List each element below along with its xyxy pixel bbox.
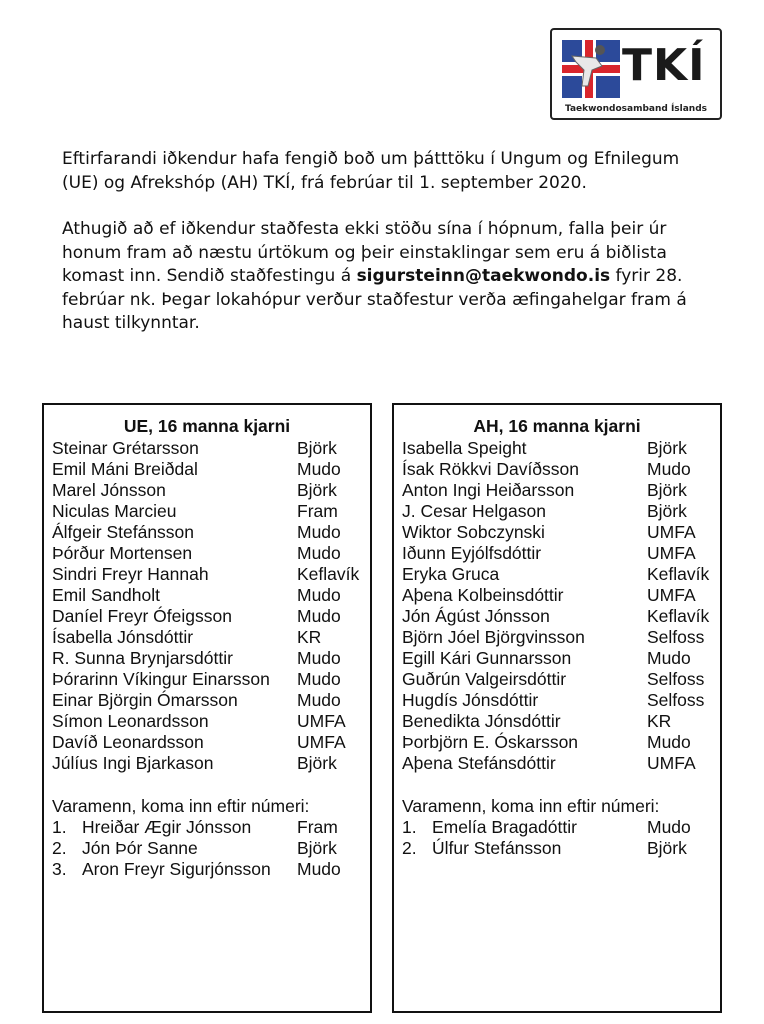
member-row	[402, 732, 720, 753]
member-name: Iðunn Eyjólfsdóttir	[402, 543, 542, 563]
intro-paragraph-2	[62, 218, 702, 336]
ah-group-box	[392, 403, 722, 1013]
member-club: Fram	[297, 501, 338, 521]
reserve-number: 3.	[52, 859, 67, 879]
member-name: Júlíus Ingi Bjarkason	[52, 753, 214, 773]
intro-paragraph-1: Eftirfarandi iðkendur hafa fengið boð um þátttöku í Ungum og Efnilegum (UE) og Afrekshóp (AH) TKÍ, frá febrúar til 1. september 2020.	[62, 149, 680, 193]
member-club: KR	[297, 627, 322, 647]
ue-reserves-list	[44, 817, 370, 880]
member-club: Björk	[647, 480, 687, 500]
ah-reserves-list	[394, 817, 720, 859]
member-name: Þórður Mortensen	[52, 543, 193, 563]
member-club: UMFA	[297, 732, 346, 752]
member-row	[52, 669, 370, 690]
member-name: Marel Jónsson	[52, 480, 166, 500]
member-row	[52, 501, 370, 522]
member-name: Ísabella Jónsdóttir	[52, 627, 194, 647]
reserve-row	[402, 817, 720, 838]
reserve-number: 2.	[402, 838, 417, 858]
reserve-name: Hreiðar Ægir Jónsson	[82, 817, 252, 837]
member-row	[402, 501, 720, 522]
member-name: Davíð Leonardsson	[52, 732, 204, 752]
member-row	[52, 690, 370, 711]
member-row	[52, 543, 370, 564]
member-row	[52, 711, 370, 732]
member-name: Emil Máni Breiðdal	[52, 459, 198, 479]
member-row	[402, 711, 720, 732]
member-row	[52, 606, 370, 627]
member-club: Keflavík	[647, 606, 710, 626]
reserve-row	[52, 838, 370, 859]
member-club: Keflavík	[647, 564, 710, 584]
member-club: Björk	[297, 480, 337, 500]
member-name: J. Cesar Helgason	[402, 501, 546, 521]
member-name: Aþena Kolbeinsdóttir	[402, 585, 564, 605]
tki-logo	[550, 28, 722, 120]
reserve-number: 1.	[402, 817, 417, 837]
member-row	[402, 606, 720, 627]
member-name: Aþena Stefánsdóttir	[402, 753, 556, 773]
ue-group-title: UE, 16 manna kjarni	[123, 416, 291, 436]
member-name: Emil Sandholt	[52, 585, 160, 605]
member-club: UMFA	[297, 711, 346, 731]
ah-members-list	[394, 438, 720, 774]
member-name: Álfgeir Stefánsson	[52, 522, 195, 542]
member-row	[52, 459, 370, 480]
member-row	[402, 669, 720, 690]
member-name: Ísak Rökkvi Davíðsson	[402, 459, 580, 479]
member-name: Símon Leonardsson	[52, 711, 209, 731]
member-club: UMFA	[647, 585, 696, 605]
reserve-number: 1.	[52, 817, 67, 837]
member-name: Anton Ingi Heiðarsson	[402, 480, 575, 500]
member-name: Sindri Freyr Hannah	[52, 564, 209, 584]
member-name: Guðrún Valgeirsdóttir	[402, 669, 567, 689]
reserve-name: Jón Þór Sanne	[82, 838, 198, 858]
member-row	[52, 627, 370, 648]
member-row	[52, 522, 370, 543]
member-club: Mudo	[647, 648, 691, 668]
member-name: Isabella Speight	[402, 438, 527, 458]
reserve-club: Mudo	[647, 817, 691, 837]
reserve-club: Fram	[297, 817, 338, 837]
ue-reserves-title: Varamenn, koma inn eftir númeri:	[52, 796, 310, 816]
ue-members-list	[44, 438, 370, 774]
ue-group-box	[42, 403, 372, 1013]
member-row	[52, 585, 370, 606]
member-club: Mudo	[297, 522, 341, 542]
reserve-row	[52, 859, 370, 880]
member-row	[402, 690, 720, 711]
member-club: Björk	[297, 438, 337, 458]
member-row	[52, 564, 370, 585]
member-club: Mudo	[297, 585, 341, 605]
member-row	[402, 585, 720, 606]
reserve-name: Emelía Bragadóttir	[432, 817, 577, 837]
member-club: Selfoss	[647, 690, 705, 710]
member-name: Steinar Grétarsson	[52, 438, 199, 458]
member-name: Daníel Freyr Ófeigsson	[52, 606, 232, 626]
member-name: Jón Ágúst Jónsson	[402, 606, 550, 626]
member-club: Selfoss	[647, 627, 705, 647]
member-row	[52, 438, 370, 459]
member-club: UMFA	[647, 753, 696, 773]
member-club: UMFA	[647, 543, 696, 563]
member-club: Mudo	[297, 669, 341, 689]
member-name: Niculas Marcieu	[52, 501, 177, 521]
member-club: Björk	[647, 438, 687, 458]
member-club: KR	[647, 711, 672, 731]
intro-paragraph-2-start: Athugið að ef iðkendur staðfesta ekki stöðu sína í hópnum, falla þeir úr honum fram að næstu úrtökum og þeir einstaklingar sem eru á biðlista komast inn. Sendið staðfestingu á	[62, 219, 667, 286]
member-row	[402, 480, 720, 501]
member-club: Mudo	[297, 606, 341, 626]
member-row	[52, 648, 370, 669]
member-club: Mudo	[297, 690, 341, 710]
member-row	[52, 480, 370, 501]
member-row	[52, 732, 370, 753]
member-name: Einar Björgin Ómarsson	[52, 690, 238, 710]
member-row	[402, 438, 720, 459]
member-name: Egill Kári Gunnarsson	[402, 648, 572, 668]
member-row	[402, 564, 720, 585]
member-club: Björk	[297, 753, 337, 773]
taekwondo-kicker-icon	[562, 36, 622, 102]
ah-reserves-title: Varamenn, koma inn eftir númeri:	[402, 796, 660, 816]
member-row	[402, 459, 720, 480]
member-row	[402, 627, 720, 648]
member-club: UMFA	[647, 522, 696, 542]
member-row	[52, 753, 370, 774]
member-row	[402, 522, 720, 543]
member-club: Mudo	[297, 648, 341, 668]
reserve-club: Mudo	[297, 859, 341, 879]
member-row	[402, 753, 720, 774]
reserve-club: Björk	[297, 838, 337, 858]
reserve-row	[52, 817, 370, 838]
member-row	[402, 543, 720, 564]
ah-group-title: AH, 16 manna kjarni	[473, 416, 641, 436]
reserve-row	[402, 838, 720, 859]
member-name: Hugdís Jónsdóttir	[402, 690, 539, 710]
member-club: Mudo	[297, 543, 341, 563]
reserve-name: Úlfur Stefánsson	[432, 838, 562, 858]
member-name: R. Sunna Brynjarsdóttir	[52, 648, 233, 668]
member-name: Þorbjörn E. Óskarsson	[402, 732, 579, 752]
member-row	[402, 648, 720, 669]
reserve-number: 2.	[52, 838, 67, 858]
member-club: Keflavík	[297, 564, 360, 584]
intro-text	[62, 148, 702, 359]
member-name: Eryka Gruca	[402, 564, 500, 584]
member-name: Wiktor Sobczynski	[402, 522, 545, 542]
member-club: Mudo	[297, 459, 341, 479]
member-name: Benedikta Jónsdóttir	[402, 711, 561, 731]
reserve-club: Björk	[647, 838, 687, 858]
member-name: Þórarinn Víkingur Einarsson	[52, 669, 270, 689]
member-club: Mudo	[647, 459, 691, 479]
logo-wordmark: TKÍ	[622, 40, 706, 91]
reserve-name: Aron Freyr Sigurjónsson	[82, 859, 271, 879]
logo-subtitle: Taekwondosamband Íslands	[564, 104, 708, 114]
intro-paragraph-2-end: fyrir 28. febrúar nk. Þegar lokahópur verður staðfestur verða æfingahelgar fram á haust tilkynntar.	[62, 266, 687, 333]
member-club: Selfoss	[647, 669, 705, 689]
contact-email[interactable]: sigursteinn@taekwondo.is	[356, 266, 611, 286]
member-name: Björn Jóel Björgvinsson	[402, 627, 585, 647]
member-club: Björk	[647, 501, 687, 521]
member-club: Mudo	[647, 732, 691, 752]
